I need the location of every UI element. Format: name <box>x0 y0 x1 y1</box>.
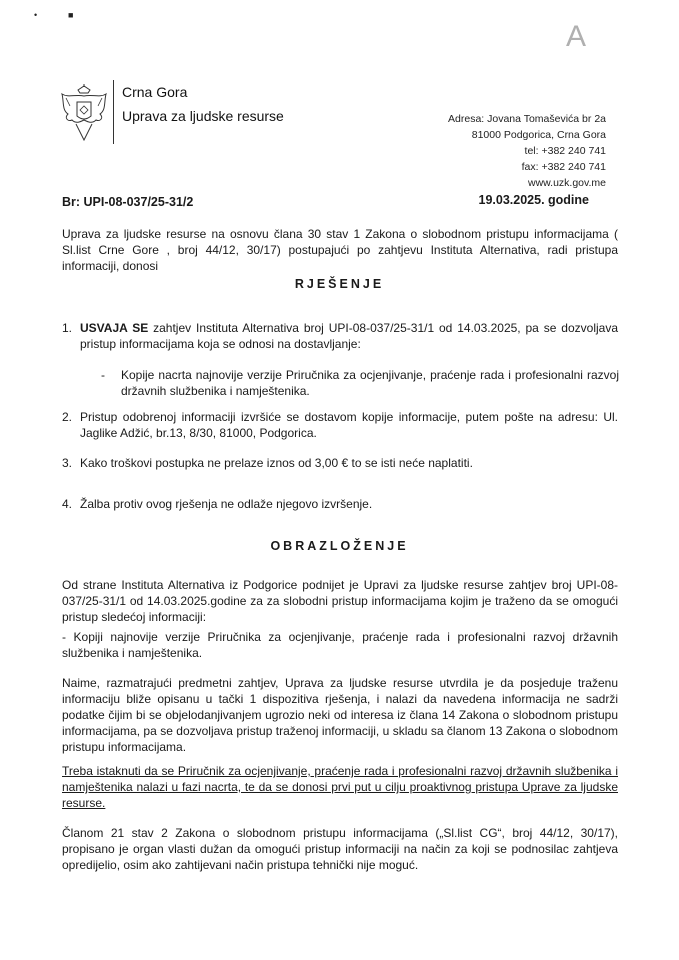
item-text: Žalba protiv ovog rješenja ne odlaže njegovo izvršenje. <box>80 497 373 511</box>
reasoning-paragraph: Članom 21 stav 2 Zakona o slobodnom pristupu informacijama („Sl.list CG“, broj 44/12, 30/17), propisano je organ vlasti dužan da omogući pristup informaciji na način za koji se podnosilac zahtjeva opredijelio, osim ako zahtijevani način pristupa tehnički nije moguć. <box>62 826 618 872</box>
address-block <box>448 111 606 191</box>
sub-item-dash: - <box>101 368 105 382</box>
coat-of-arms-icon <box>58 84 110 142</box>
decision-item <box>62 496 618 512</box>
reasoning-paragraph-underlined: Treba istaknuti da se Priručnik za ocjenjivanje, praćenje rada i profesionalni razvoj državnih službenika i namještenika nalazi u fazi nacrta, te da se donosi prvi put u cilju proaktivnog pristupa Uprave za ljudske resurse. <box>62 764 618 810</box>
phone-line: tel: +382 240 741 <box>524 145 606 157</box>
reasoning-paragraph: - Kopiji najnovije verzije Priručnika za ocjenjivanje, praćenje rada i profesionalni razvoj državnih službenika i namještenika. <box>62 630 618 660</box>
header-divider <box>113 80 114 144</box>
document-date: 19.03.2025. godine <box>478 193 589 207</box>
decision-item <box>62 320 618 352</box>
item-text: zahtjev Instituta Alternativa broj UPI-08-037/25-31/1 od 14.03.2025, pa se dozvoljava pristup informacijama koja se odnosi na dostavljanje: <box>80 321 618 351</box>
address-line: 81000 Podgorica, Crna Gora <box>471 129 606 141</box>
country-name: Crna Gora <box>122 84 188 100</box>
reasoning-paragraph: Od strane Instituta Alternativa iz Podgorice podnijet je Upravi za ljudske resurse zahtjev broj UPI-08-037/25-31/1 od 14.03.2025.godine za za slobodni pristup informacijama kojim je traženo da se omogući pristup sledećoj informaciji: <box>62 578 618 624</box>
scan-mark: • <box>34 10 38 20</box>
decision-item <box>62 409 618 441</box>
decision-title: RJEŠENJE <box>294 277 385 291</box>
item-text: Pristup odobrenoj informaciji izvršiće se dostavom kopije informacije, putem pošte na adresu: Ul. Jaglike Adžić, br.13, 8/30, 81000, Podgorica. <box>80 410 618 440</box>
reasoning-paragraph: Naime, razmatrajući predmetni zahtjev, Uprava za ljudske resurse utvrdila je da posjeduje traženu informaciju bliže opisanu u tački 1 dispozitiva rješenja, i nalazi da navedena informacija ne sadrži podatke čijim bi se objelodanjivanjem ugrozio neki od interesa iz člana 14 Zakona o slobodnom pristupu informacijama, pa se dozvoljava pristup traženoj informaciji, u skladu sa članom 13 Zakona o slobodnom pristupu informacijama. <box>62 676 618 754</box>
sub-item-text: Kopije nacrta najnovije verzije Priručnika za ocjenjivanje, praćenje rada i profesionalni razvoj državnih službenika i namještenika. <box>121 368 619 398</box>
reasoning-title: OBRAZLOŽENJE <box>270 539 409 553</box>
scan-mark: ■ <box>68 10 74 20</box>
item-number: 4. <box>62 497 73 511</box>
item-number: 1. <box>62 321 73 335</box>
reference-number: Br: UPI-08-037/25-31/2 <box>62 195 194 209</box>
fax-line: fax: +382 240 741 <box>521 161 606 173</box>
address-line: Adresa: Jovana Tomaševića br 2a <box>448 113 606 125</box>
item-number: 2. <box>62 410 73 424</box>
institution-name: Uprava za ljudske resurse <box>122 108 284 124</box>
item-bold-lead: USVAJA SE <box>80 321 149 335</box>
intro-paragraph: Uprava za ljudske resurse na osnovu člana 30 stav 1 Zakona o slobodnom pristupu informacijama ( Sl.list Crne Gore , broj 44/12, 30/17) postupajući po zahtjevu Instituta Alternativa, radi pristupa informaciji, donosi <box>62 227 618 273</box>
handwritten-letter: A <box>566 20 587 53</box>
sub-list-item <box>101 367 619 399</box>
item-number: 3. <box>62 456 73 470</box>
website-link[interactable]: www.uzk.gov.me <box>528 177 606 189</box>
decision-item <box>62 455 618 471</box>
item-text: Kako troškovi postupka ne prelaze iznos od 3,00 € to se isti neće naplatiti. <box>80 456 473 470</box>
